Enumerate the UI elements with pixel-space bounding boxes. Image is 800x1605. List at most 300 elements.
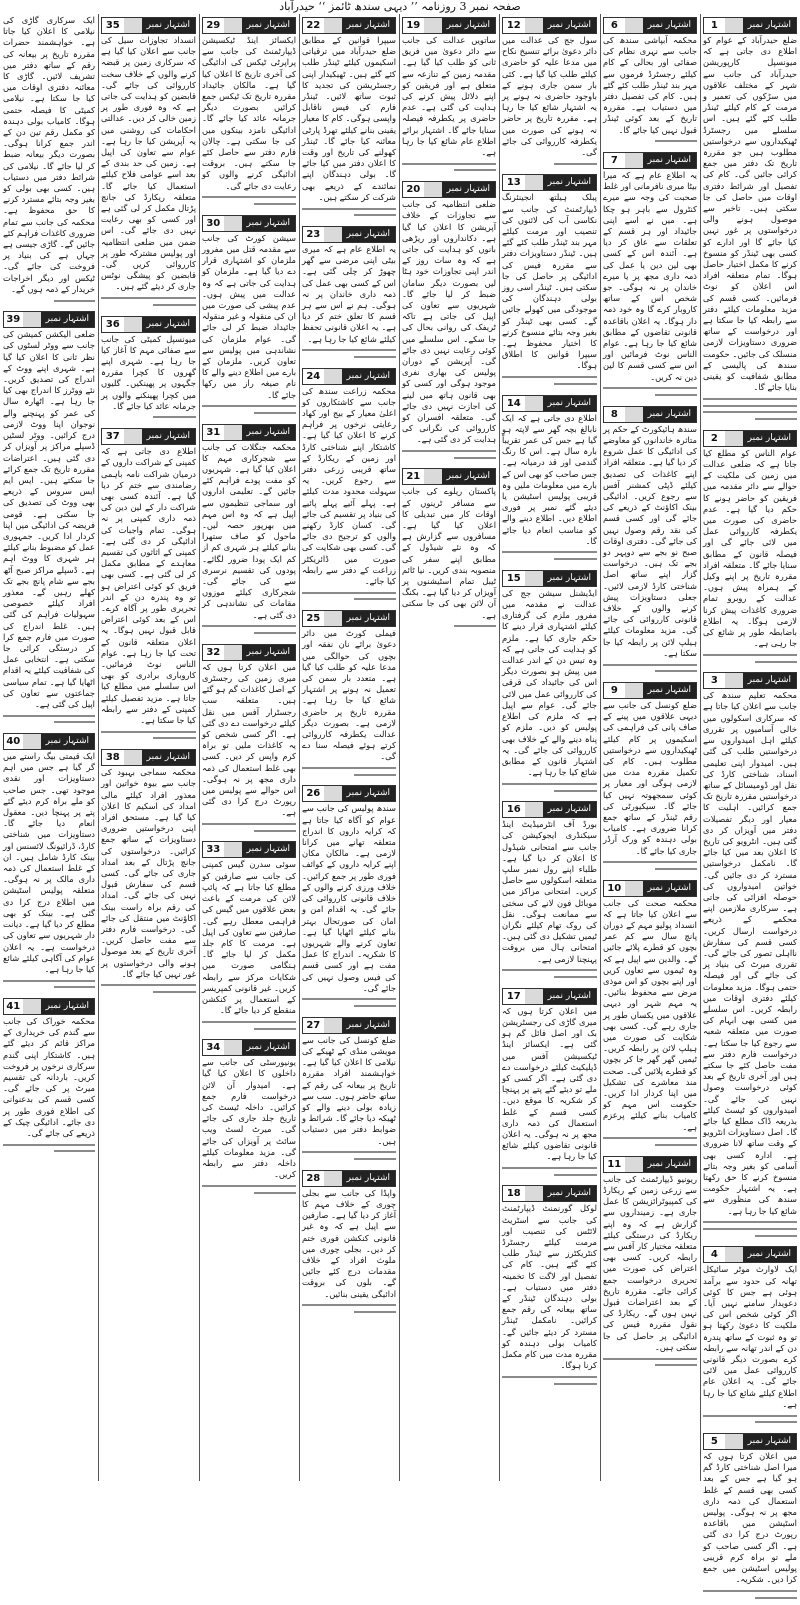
classified-ad <box>200 1036 298 1200</box>
chip-spacer <box>625 407 643 422</box>
column-5 <box>300 14 398 1481</box>
ad-body-continued <box>3 980 95 989</box>
classified-ad <box>1 308 97 730</box>
ad-number-chip <box>703 1433 797 1450</box>
classified-ad <box>99 425 198 746</box>
chip-spacer <box>324 1171 342 1186</box>
ad-number-chip <box>603 152 697 169</box>
chip-spacer <box>224 842 242 857</box>
ad-number: 27 <box>306 1019 321 1031</box>
ad-body: سیپرا قوانین کے مطابق ضلع حیدرآباد میں ترقیاتی اسکیموں کیلئے ٹینڈر طلب کئے گئے ہیں۔ ٹھیکیدار اپنی رجسٹریشن کی تجدید کا ثبوت ساتھ لائیں۔ ٹینڈر فارم کی فیس ناقابل واپسی ہوگی۔ کام کا معیار یقینی بنانے کیلئے تھرڈ پارٹی معائنہ کیا جائے گا۔ ٹینڈر کھولنے کی تاریخ اور وقت کا اعلان دفتر میں کیا جائے گا۔ بولی دہندگان اپنے نمائندے کے ذریعے بھی شرکت کر سکتے ہیں۔ <box>302 35 396 202</box>
chip-spacer <box>625 1157 643 1172</box>
ad-body: فیملی کورٹ میں دائر دعویٰ برائے نان نفقہ اور بچوں کی حوالگی میں مدعا علیہ کو طلب کیا گیا ہے۔ متعدد بار سمن کی تعمیل نہ ہونے پر اشتہار شائع کیا جا رہا ہے۔ مقررہ تاریخ پر حاضری لازمی ہے۔ بصورت دیگر عدالت یکطرفہ کارروائی کرتے ہوئے فیصلہ سنا دے گی۔ <box>302 628 396 762</box>
ad-body: پبلک ہیلتھ انجینئرنگ ڈیپارٹمنٹ کی جانب سے نکاسی آب کی لائنوں کی تنصیب اور مرمت کیلئے مہر بند ٹینڈر طلب کئے گئے ہیں۔ ٹینڈر دستاویزات دفتر سے مقررہ فیس کی ادائیگی پر حاصل کی جا سکتی ہیں۔ ٹینڈر اسی روز بولی دہندگان کی موجودگی میں کھولے جائیں گے۔ کسی بھی ٹینڈر کو بغیر وجہ بتائے منسوخ کرنے کا اختیار محفوظ ہے۔ سیپرا قوانین کا اطلاق ہوگا۔ <box>502 192 597 371</box>
ad-body-continued <box>302 767 396 776</box>
ad-number-chip <box>101 17 196 34</box>
text-line <box>354 598 396 600</box>
ad-body-continued <box>101 416 196 418</box>
chip-spacer <box>324 786 342 801</box>
ad-number-chip <box>3 733 95 750</box>
text-line <box>502 551 597 553</box>
ad-number-chip <box>502 174 597 191</box>
chip-spacer <box>324 611 342 626</box>
chip-spacer <box>525 175 543 190</box>
classified-ad <box>99 746 198 1000</box>
text-line <box>254 1028 296 1030</box>
text-line <box>402 450 496 452</box>
ad-number: 31 <box>206 426 221 438</box>
column-divider <box>700 14 701 1481</box>
ad-body: میں اعلان کرتا ہوں کہ میری زمین کی رجسٹری کے اصل کاغذات گم ہو گئے ہیں۔ متعلقہ سب رجسٹرار آفس میں نقل کیلئے درخواست دے دی گئی ہے۔ اگر کسی شخص کو یہ کاغذات ملیں تو براہ کرم واپس کر دیں۔ کسی بھی غلط استعمال کی ذمہ داری مجھ پر نہ ہوگی۔ اس حوالے سے پولیس میں رپورٹ درج کرا دی گئی ہے۔ <box>202 661 296 818</box>
text-line <box>502 1167 597 1169</box>
classified-ad <box>500 171 599 391</box>
ad-number-chip <box>703 1246 797 1263</box>
chip-spacer <box>224 425 242 440</box>
ad-number: 22 <box>306 20 321 31</box>
classified-ad <box>601 1153 699 1373</box>
ad-number: 3 <box>710 675 718 687</box>
ad-label: اشتہار نمبر <box>342 611 395 626</box>
classified-ad <box>500 567 599 798</box>
chip-spacer <box>725 1434 743 1449</box>
ad-label: اشتہار نمبر <box>543 396 596 411</box>
text-line <box>755 418 797 420</box>
classified-ad <box>300 14 398 223</box>
text-line <box>302 767 396 769</box>
chip-spacer <box>324 18 342 33</box>
column-divider <box>499 14 500 1481</box>
ad-number-chip <box>502 988 597 1005</box>
text-line <box>101 984 196 986</box>
ad-number: 15 <box>506 572 521 584</box>
text-line <box>755 1597 797 1599</box>
ad-number-chip <box>603 682 697 699</box>
ad-label: اشتہار نمبر <box>242 18 295 33</box>
ad-body-continued <box>703 654 797 663</box>
ad-body-continued <box>3 1144 95 1153</box>
text-line <box>554 1383 597 1385</box>
ad-body: محکمہ زراعت سندھ کی جانب سے کاشتکاروں کو اعلیٰ معیار کے بیج اور کھاد رعایتی نرخوں پر فراہم کرنے کا اعلان کیا گیا ہے۔ کاشتکار اپنے شناختی کارڈ اور زمین کے ریکارڈ کے ساتھ قریبی زرعی دفتر سے رجوع کریں۔ یہ سہولت محدود مدت کیلئے ہے۔ پہلے آئیے پہلے پائیے کی بنیاد پر تقسیم کی جائے گی۔ کسان کارڈ رکھنے والوں کو ترجیح دی جائے گی۔ کسی بھی شکایت کی صورت میں ڈائریکٹر زراعت کے دفتر سے رابطہ کیا جائے۔ <box>302 385 396 587</box>
chip-spacer <box>625 18 643 33</box>
ad-label: اشتہار نمبر <box>242 1040 295 1055</box>
classified-ad <box>300 782 398 1013</box>
chip-spacer <box>324 1018 342 1033</box>
ad-label: اشتہار نمبر <box>743 1434 796 1449</box>
ad-number: 30 <box>206 217 221 229</box>
text-line <box>554 1174 597 1176</box>
ad-number: 9 <box>610 684 618 696</box>
ad-number-chip <box>202 1039 296 1056</box>
text-line <box>202 196 296 198</box>
text-line <box>354 1005 396 1007</box>
ad-number-chip <box>703 430 797 447</box>
text-line <box>755 661 797 663</box>
classified-ad <box>601 877 699 1153</box>
ad-number: 37 <box>105 431 120 443</box>
ad-number: 2 <box>710 432 718 444</box>
ad-number: 29 <box>206 20 221 31</box>
column-divider <box>199 14 200 1481</box>
chip-spacer <box>525 396 543 411</box>
text-line <box>655 1144 697 1146</box>
chip-spacer <box>224 216 242 231</box>
text-line <box>454 457 496 459</box>
text-line <box>454 625 496 627</box>
ad-label: اشتہار نمبر <box>643 407 696 422</box>
ad-label: اشتہار نمبر <box>242 216 295 231</box>
text-line <box>254 1192 296 1194</box>
ad-number: 23 <box>306 228 321 240</box>
column-divider <box>299 14 300 1481</box>
classified-ad <box>701 427 799 670</box>
ad-body-continued <box>3 300 95 302</box>
ad-number: 26 <box>306 788 321 800</box>
text-line <box>202 405 296 407</box>
text-line <box>502 783 597 785</box>
classified-ad <box>500 1182 599 1391</box>
column-divider <box>600 14 601 1481</box>
chip-spacer <box>525 18 543 33</box>
ad-number-chip <box>101 316 196 333</box>
ad-body-continued <box>502 783 597 792</box>
ad-number-chip <box>101 749 196 766</box>
ad-number-chip <box>502 395 597 412</box>
ad-number: 10 <box>607 882 622 894</box>
text-line <box>3 980 95 982</box>
ad-number-chip <box>502 801 597 818</box>
ad-body: ایک قیمتی بیگ راستے میں گر گیا ہے جس میں اہم دستاویزات اور نقدی موجود تھی۔ جس صاحب کو ملے براہ کرم دیئے گئے پتے پر پہنچا دیں۔ معقول انعام دیا جائے گا۔ دستاویزات میں شناختی کارڈ، ڈرائیونگ لائسنس اور بینک کارڈ شامل ہیں۔ ان کے غلط استعمال کی ذمہ داری مالک پر نہ ہوگی۔ متعلقہ پولیس اسٹیشن میں اطلاع درج کرا دی گئی ہے۔ بینک کو بھی مطلع کر دیا گیا ہے۔ دیانت دار شہریوں سے تعاون کی درخواست ہے۔ یہ اعلان عوام کی آگاہی کیلئے شائع کیا جا رہا ہے۔ <box>3 751 95 974</box>
text-line <box>703 1221 797 1223</box>
ad-label: اشتہار نمبر <box>442 469 495 484</box>
ad-number: 4 <box>710 1249 718 1261</box>
ad-number: 35 <box>105 20 120 31</box>
chip-spacer <box>124 317 142 332</box>
ad-body: سندھ ہائیکورٹ کے حکم پر متاثرہ خاندانوں کو معاوضے کی ادائیگی کا عمل شروع کر دیا گیا ہے۔ متعلقہ افراد اپنے کاغذات کی تصدیق کیلئے ڈپٹی کمشنر آفس سے رجوع کریں۔ ادائیگی بینک اکاؤنٹ کے ذریعے کی جائے گی اور کسی قسم کی نقد رقم وصول نہیں کی جائے گی۔ دفتری اوقات صبح نو بجے سے دوپہر دو بجے تک ہیں۔ درخواست گزار اپنے ساتھ اصل شناختی کارڈ لازمی لائیں۔ جعلی دستاویزات پیش کرنے والوں کے خلاف قانونی کارروائی کی جائے گی۔ مزید معلومات کیلئے ہیلپ لائن پر رابطہ کیا جا سکتا ہے۔ <box>603 423 697 658</box>
classified-ad <box>701 669 799 1243</box>
classified-ad <box>300 1167 398 1320</box>
text-line <box>655 1364 697 1366</box>
text-line <box>703 1415 797 1417</box>
ad-label: اشتہار نمبر <box>142 429 195 444</box>
classified-ad <box>200 212 298 421</box>
text-line <box>603 1137 697 1139</box>
text-line <box>354 356 396 358</box>
column-8 <box>1 14 97 1481</box>
ad-body: محکمہ تعلیم سندھ کی جانب سے اعلان کیا جاتا ہے کہ سرکاری اسکولوں میں خالی آسامیوں پر تقرری کیلئے اہل امیدواروں سے درخواستیں طلب کی گئی ہیں۔ امیدوار اپنی تعلیمی اسناد، شناختی کارڈ کی نقل اور ڈومیسائل کے ساتھ درخواستیں مقررہ تاریخ تک جمع کرائیں۔ اہلیت کا معیار اور دیگر تفصیلات دفتر میں آویزاں کر دی گئی ہیں۔ انٹرویو کی تاریخ کا اعلان بعد میں کیا جائے گا۔ نامکمل درخواستیں مسترد کر دی جائیں گی۔ خواتین امیدواروں کی حوصلہ افزائی کی جاتی ہے۔ سرکاری ملازمین اپنے محکمے کے ذریعے درخواست ارسال کریں۔ کسی قسم کی سفارش نااہلی تصور کی جائے گی۔ تقرری میرٹ کی بنیاد پر کی جائے گی اور فیصلہ حتمی ہوگا۔ مزید معلومات کیلئے دفتری اوقات میں رابطہ کریں۔ اس سلسلے میں کسی بھی ابہام کی صورت میں متعلقہ شعبہ سے رجوع کیا جا سکتا ہے۔ درخواست فارم دفتر سے مفت حاصل کئے جا سکتے ہیں اور آخری تاریخ کے بعد کوئی درخواست وصول نہیں کی جائے گی۔ امیدواروں کو ٹیسٹ کیلئے بذریعہ ڈاک مطلع کیا جائے گا۔ اصل دستاویزات انٹرویو کے وقت ساتھ لانا ضروری ہے۔ ادارہ کسی بھی آسامی کو بغیر وجہ بتائے منسوخ کرنے کا حق رکھتا ہے۔ یہ اشتہار حکومت سندھ کی منظوری سے شائع کیا جا رہا ہے۔ <box>703 690 797 1216</box>
ad-body-continued <box>202 823 296 832</box>
ad-number-chip <box>302 1170 396 1187</box>
text-line <box>302 1304 396 1306</box>
ad-number: 7 <box>610 155 618 167</box>
ad-body: میں اعلان کرتا ہوں کہ میرا اصل شناختی کارڈ گم ہو گیا ہے جس کے بعد کسی بھی قسم کے غلط استعمال کی ذمہ داری مجھ پر نہ ہوگی۔ پولیس اسٹیشن میں باقاعدہ رپورٹ درج کرا دی گئی ہے۔ اگر کسی صاحب کو ملے تو براہ کرم قریبی پولیس اسٹیشن میں جمع کرا دیں۔ شکریہ۔ <box>703 1450 797 1585</box>
column-3 <box>500 14 599 1481</box>
text-line <box>655 394 697 396</box>
text-line <box>254 203 296 205</box>
text-line <box>54 1150 95 1152</box>
ad-label: اشتہار نمبر <box>643 153 696 168</box>
text-line <box>202 823 296 825</box>
ad-body: ایڈیشنل سیشن جج کی عدالت نے مقدمہ میں مفرور ملزم کی گرفتاری کیلئے اشتہاری قرار دینے کا حکم جاری کیا ہے۔ ملزم کو ہدایت کی جاتی ہے کہ وہ تیس دن کے اندر عدالت میں پیش ہو بصورت دیگر اس کی جائیداد کی قرقی کی کارروائی عمل میں لائی جائے گی۔ عوام سے اپیل ہے کہ ملزم کی اطلاع پولیس کو دیں۔ ملزم کو پناہ دینے والے کے خلاف بھی کارروائی کی جائے گی۔ یہ اشتہار قانون کے مطابق شائع کیا جا رہا ہے۔ <box>502 587 597 778</box>
ad-label: اشتہار نمبر <box>543 571 596 586</box>
ad-label: اشتہار نمبر <box>342 227 395 242</box>
ad-body: محکمہ سماجی بہبود کی جانب سے بیوہ خواتین اور معذور افراد کیلئے مالی امداد کی اسکیم کا اعلان کیا گیا ہے۔ مستحق افراد اپنی درخواستیں ضروری دستاویزات کے ساتھ جمع کرائیں۔ درخواستوں کی جانچ پڑتال کے بعد امداد جاری کی جائے گی۔ کسی قسم کی سفارش قبول نہیں کی جائے گی۔ امداد کی رقم براہ راست بینک اکاؤنٹ میں منتقل کی جائے گی۔ درخواست فارم دفتر سے مفت حاصل کریں۔ آخری تاریخ کے بعد موصول ہونے والی درخواستوں پر غور نہیں کیا جائے گا۔ <box>101 767 196 979</box>
ad-number: 5 <box>710 1435 718 1447</box>
text-line <box>502 376 597 378</box>
ad-body-continued <box>202 1185 296 1194</box>
ad-body: ضلع کونسل کی جانب سے مویشی منڈی کے ٹھیکے کی نیلامی کا اعلان کیا گیا ہے۔ خواہشمند افراد مقررہ تاریخ پر بیعانہ کی رقم کے ساتھ حاضر ہوں۔ سب سے زیادہ بولی دینے والے کو ٹھیکہ دیا جائے گا۔ شرائط و ضوابط دفتر میں دستیاب ہیں۔ <box>302 1034 396 1146</box>
ad-label: اشتہار نمبر <box>643 1157 696 1172</box>
text-line <box>54 300 95 302</box>
ad-number: 8 <box>610 408 618 420</box>
ad-number-chip <box>202 215 296 232</box>
ad-body: ساتویں عدالت کی جانب سے دائر دعویٰ میں فریق ثانی کو طلب کیا گیا ہے۔ مقدمہ زمین کے تنازعہ سے متعلق ہے اور فریقین کو اپنے دلائل پیش کرنے کی ہدایت کی گئی ہے۔ عدم حاضری پر یکطرفہ فیصلہ سنایا جائے گا۔ اشتہار برائے اطلاع عام شائع کیا جا رہا ہے۔ <box>402 35 496 158</box>
text-line <box>554 976 597 978</box>
text-line <box>703 1228 797 1230</box>
ad-number: 1 <box>710 20 718 31</box>
ad-body-continued <box>3 715 95 724</box>
ad-number-chip <box>3 998 95 1015</box>
chip-spacer <box>224 1040 242 1055</box>
text-line <box>153 737 196 739</box>
text-line <box>603 1358 697 1360</box>
text-line <box>54 721 95 723</box>
ad-number-chip <box>302 368 396 385</box>
ad-body: محکمہ خوراک کی جانب سے گندم کی خریداری کے مراکز قائم کر دیئے گئے ہیں۔ کاشتکار اپنی گندم سرکاری نرخوں پر فروخت کریں۔ باردانہ کی تقسیم میرٹ پر کی جائے گی۔ کسی قسم کی بدعنوانی کی اطلاع فوری طور پر دی جائے۔ ادائیگی چیک کے ذریعے کی جائے گی۔ <box>3 1015 95 1139</box>
ad-label: اشتہار نمبر <box>342 786 395 801</box>
ad-number-chip <box>202 424 296 441</box>
ad-number: 38 <box>105 752 120 764</box>
classified-ad <box>601 403 699 679</box>
ad-number-chip <box>202 17 296 34</box>
chip-spacer <box>23 734 41 749</box>
text-line <box>655 670 697 672</box>
ad-body: اطلاع دی جاتی ہے کہ کمپنی کے شراکت داروں کے درمیان شراکت نامہ باہمی رضامندی سے ختم کر دیا گیا ہے۔ آئندہ کسی بھی شراکت دار کے لین دین کی ذمہ داری کمپنی پر نہ ہوگی۔ تمام واجبات کی ادائیگی کر دی گئی ہے۔ کمپنی کے اثاثوں کی تقسیم معاہدے کے مطابق مکمل کر لی گئی ہے۔ کسی بھی فریق کو کوئی اعتراض ہو تو وہ پندرہ دن کے اندر تحریری طور پر آگاہ کرے۔ اس کے بعد کوئی اعتراض قابل قبول نہیں ہوگا۔ یہ اعلان متعلقہ قانون کے تحت کیا جا رہا ہے۔ عوام الناس نوٹ فرمائیں۔ کاروباری برادری کو بھی اس سلسلے میں مطلع کیا جاتا ہے۔ مزید تفصیل کیلئے کمپنی کے دفتر سے رابطہ کیا جا سکتا ہے۔ <box>101 446 196 726</box>
classified-ad <box>99 14 198 313</box>
ad-number-chip <box>402 17 496 34</box>
ad-body: اطلاع دی جاتی ہے کہ ایک نابالغ بچہ گھر سے لاپتہ ہو گیا ہے جس کی عمر تقریباً بارہ سال ہے۔ اس کا رنگ گندمی اور قد درمیانہ ہے۔ جس صاحب کو بھی اس کے بارے میں معلومات ملیں وہ قریبی پولیس اسٹیشن یا دیئے گئے نمبر پر فوری اطلاع دیں۔ اطلاع دینے والے کو مناسب انعام دیا جائے گا۔ <box>502 412 597 546</box>
chip-spacer <box>23 999 41 1014</box>
ad-number: 24 <box>306 370 321 382</box>
text-line <box>302 998 396 1000</box>
ad-body-continued <box>302 1151 396 1160</box>
ad-body-continued <box>202 405 296 414</box>
ad-body: انسداد تجاوزات سیل کی جانب سے اعلان کیا گیا ہے کہ سرکاری زمین پر قبضہ کرنے والوں کے خلاف سخت کارروائی کی جائے گی۔ قابضین کو ہدایت کی جاتی ہے کہ وہ فوری طور پر زمین خالی کر دیں۔ عدالتی احکامات کی روشنی میں یہ آپریشن کیا جا رہا ہے۔ عوام سے تعاون کی اپیل ہے۔ زمین کی حد بندی کے بعد اسے عوامی فلاح کیلئے استعمال کیا جائے گا۔ متعلقہ ریکارڈ کی جانچ پڑتال مکمل کر لی گئی ہے اور کسی کو بھی رعایت نہیں دی جائے گی۔ اس ضمن میں ضلعی انتظامیہ اور پولیس مشترکہ طور پر کارروائی کریں گی۔ قابضین کو پیشگی نوٹس جاری کر دیئے گئے ہیں۔ <box>101 35 196 292</box>
text-line <box>202 1185 296 1187</box>
ad-body: ضلعی الیکشن کمیشن کی جانب سے ووٹر لسٹوں کی نظر ثانی کا اعلان کیا گیا ہے۔ شہری اپنے ووٹ کے اندراج کی تصدیق کریں۔ نئے ووٹرز کا اندراج بھی کیا جا رہا ہے۔ اٹھارہ سال کی عمر کو پہنچنے والے نوجوان اپنا ووٹ لازمی درج کرائیں۔ ووٹر لسٹیں ڈسپلے مراکز پر آویزاں کر دی گئی ہیں۔ اعتراضات مقررہ تاریخ تک جمع کرائے جا سکتے ہیں۔ ایس ایم ایس سروس کے ذریعے بھی ووٹ کی تصدیق کی جا سکتی ہے۔ قومی فریضہ کی ادائیگی میں اپنا کردار ادا کریں۔ جمہوری عمل کو مضبوط بنانے کیلئے ہر شہری کا ووٹ اہم ہے۔ ڈسپلے مراکز صبح آٹھ بجے سے شام پانچ بجے تک کھلے رہیں گے۔ معذور افراد کیلئے خصوصی سہولیات فراہم کی گئی ہیں۔ غلط اندراج کی صورت میں فارم جمع کرا کر درستگی کرائی جا سکتی ہے۔ انتخابی عمل کی شفافیت کیلئے یہ اقدام اٹھایا گیا ہے۔ تمام سیاسی جماعتوں سے تعاون کی اپیل کی گئی ہے۔ <box>3 329 95 709</box>
ad-number: 41 <box>6 1000 21 1012</box>
ad-label: اشتہار نمبر <box>543 18 596 33</box>
ad-body-continued <box>302 1304 396 1313</box>
ad-number-chip <box>703 672 797 689</box>
ad-number: 36 <box>105 318 120 330</box>
ad-body-continued <box>502 969 597 978</box>
ad-number: 11 <box>607 1158 622 1170</box>
ad-body-continued <box>402 625 496 627</box>
column-7 <box>99 14 198 1481</box>
ad-label: اشتہار نمبر <box>142 317 195 332</box>
ad-body-continued <box>603 140 697 142</box>
ad-label: اشتہار نمبر <box>242 842 295 857</box>
ad-number-chip <box>502 1185 597 1202</box>
text-line <box>354 774 396 776</box>
text-line <box>153 991 196 993</box>
ad-number: 34 <box>206 1042 221 1054</box>
ad-label: اشتہار نمبر <box>142 750 195 765</box>
ad-body: محکمہ آبپاشی سندھ کی جانب سے نہری نظام کی صفائی اور بحالی کے کام کیلئے رجسٹرڈ فرموں سے مہر بند ٹینڈر طلب کئے گئے ہیں۔ کام کی تفصیل دفتر میں دستیاب ہے۔ مقررہ تاریخ کے بعد کوئی ٹینڈر قبول نہیں کیا جائے گا۔ <box>603 35 697 135</box>
ad-number: 6 <box>610 20 618 31</box>
text-line <box>402 163 496 165</box>
ad-number-chip <box>202 644 296 661</box>
ad-body-continued <box>603 387 697 396</box>
classified-ad <box>601 679 699 877</box>
classified-ad <box>601 149 699 403</box>
text-line <box>454 169 496 171</box>
ad-body: بورڈ آف انٹرمیڈیٹ اینڈ سیکنڈری ایجوکیشن کی جانب سے امتحانی شیڈول کا اعلان کر دیا گیا ہے۔ طلباء اپنے رول نمبر سلپ متعلقہ اسکولوں سے حاصل کریں۔ امتحانی مراکز میں موبائل فون لانے کی سختی سے ممانعت ہوگی۔ نقل کی روک تھام کیلئے نگران ٹیمیں تشکیل دی گئی ہیں۔ امتحانی ہال میں بروقت پہنچنا لازمی ہے۔ <box>502 819 597 964</box>
text-line <box>354 1158 396 1160</box>
text-line <box>703 654 797 656</box>
ad-number: 18 <box>506 1188 521 1200</box>
ad-body: پاکستان ریلوے کی جانب سے مسافر ٹرینوں کے اوقات کار میں تبدیلی کا اعلان کیا گیا ہے۔ مسافروں سے گزارش ہے کہ وہ نئے شیڈول کے مطابق اپنے سفر کی منصوبہ بندی کریں۔ نیا ٹائم ٹیبل تمام اسٹیشنوں پر آویزاں کر دیا گیا ہے۔ بکنگ آن لائن بھی کی جا سکتی ہے۔ <box>402 486 496 620</box>
ad-number: 32 <box>206 646 221 658</box>
ad-body: محکمہ جنگلات کی جانب سے شجرکاری مہم کا اعلان کیا گیا ہے۔ شہریوں کو مفت پودے فراہم کئے جائیں گے۔ تعلیمی اداروں اور سماجی تنظیموں سے اپیل ہے کہ وہ اس مہم میں بھرپور حصہ لیں۔ ماحول کو صاف ستھرا بنانے کیلئے ہر شہری کم از کم ایک پودا ضرور لگائے۔ پودوں کی تقسیم نرسری سے کی جائے گی۔ شجرکاری کیلئے موزوں مقامات کی نشاندہی کر دی گئی ہے۔ <box>202 441 296 620</box>
ad-number: 16 <box>506 804 521 816</box>
ad-number-chip <box>302 1017 396 1034</box>
ad-number: 25 <box>306 613 321 625</box>
ad-number-chip <box>101 428 196 445</box>
text-line <box>502 969 597 971</box>
ad-body: عوام الناس کو مطلع کیا جاتا ہے کہ ضلعی عدالت میں زمین کی ملکیت کے حوالے سے دائر مقدمہ میں فریقین کو حاضر ہونے کا حکم دیا گیا ہے۔ عدم حاضری کی صورت میں یکطرفہ کارروائی عمل میں لائی جائے گی اور فیصلہ قانون کے مطابق سنایا جائے گا۔ متعلقہ افراد مقررہ تاریخ پر اپنے وکیل کے ہمراہ پیش ہوں۔ عدالت کے روبرو تمام ضروری کاغذات پیش کرنا لازمی ہوگا۔ یہ اطلاع باضابطہ طور پر شائع کی جا رہی ہے۔ <box>703 447 797 649</box>
chip-spacer <box>625 881 643 896</box>
ad-number: 20 <box>406 184 421 196</box>
chip-spacer <box>124 18 142 33</box>
ad-body: ضلعی انتظامیہ کی جانب سے تجاوزات کے خلاف آپریشن کا اعلان کیا گیا ہے۔ دکانداروں اور ریڑھی بانوں کو ہدایت کی جاتی ہے کہ وہ سات روز کے اندر اپنی تجاوزات خود ہٹا لیں بصورت دیگر سامان ضبط کر لیا جائے گا۔ شہریوں سے تعاون کی اپیل کی جاتی ہے تاکہ ٹریفک کی روانی بحال کی جا سکے۔ اس سلسلے میں کوئی رعایت نہیں دی جائے گی۔ آپریشن کے دوران پولیس کی بھاری نفری موجود ہوگی اور کسی کو بھی قانون ہاتھ میں لینے کی اجازت نہیں دی جائے گی۔ متعلقہ افسران کو کارروائی کی نگرانی کی ہدایت کر دی گئی ہے۔ <box>402 199 496 445</box>
ad-body-continued <box>603 664 697 673</box>
ad-number-chip <box>603 406 697 423</box>
text-line <box>554 163 597 165</box>
ad-body-continued <box>302 998 396 1007</box>
ad-number-chip <box>202 841 296 858</box>
ad-body-continued <box>202 1021 296 1030</box>
ad-label: اشتہار نمبر <box>643 18 696 33</box>
ad-body-continued <box>101 984 196 993</box>
ad-body-continued <box>101 297 196 306</box>
ad-label: اشتہار نمبر <box>743 431 796 446</box>
ad-body: ریونیو ڈیپارٹمنٹ کی جانب سے زرعی زمین کے ریکارڈ کی کمپیوٹرائزیشن کا عمل جاری ہے۔ زمینداروں سے گزارش ہے کہ وہ اپنے ریکارڈ کی درستگی کیلئے متعلقہ مختیار کار آفس سے رابطہ کریں۔ کسی بھی اعتراض کی صورت میں تحریری درخواست جمع کرائی جائے۔ مقررہ تاریخ کے بعد اعتراضات قبول نہیں ہوں گے۔ ریکارڈ کی نقول مقررہ فیس کی ادائیگی پر حاصل کی جا سکتی ہیں۔ <box>603 1173 697 1352</box>
classified-ad <box>701 1430 799 1605</box>
ad-label: اشتہار نمبر <box>142 18 195 33</box>
column-2 <box>601 14 699 1481</box>
chip-spacer <box>525 1186 543 1201</box>
text-line <box>302 349 396 351</box>
classified-ad <box>500 985 599 1183</box>
ad-body-continued <box>202 625 296 634</box>
ad-body-continued <box>502 1167 597 1176</box>
ad-label: اشتہار نمبر <box>41 999 94 1014</box>
ad-label: اشتہار نمبر <box>342 369 395 384</box>
ad-label: اشتہار نمبر <box>342 1171 395 1186</box>
classified-columns <box>0 14 800 1585</box>
page-title: صفحہ نمبر 3 روزنامہ ’’ دیہی سندھ ٹائمز ‘‘ حیدرآباد <box>279 0 521 13</box>
column-divider <box>399 14 400 1481</box>
ad-number: 40 <box>6 736 21 748</box>
text-line <box>254 412 296 414</box>
ad-number: 12 <box>506 20 521 31</box>
ad-number-chip <box>603 17 697 34</box>
text-line <box>202 1021 296 1023</box>
text-line <box>703 398 797 400</box>
text-line <box>703 411 797 413</box>
chip-spacer <box>124 750 142 765</box>
chip-spacer <box>725 673 743 688</box>
ad-number-chip <box>402 181 496 198</box>
ad-body-continued <box>402 163 496 172</box>
ad-body: واپڈا کی جانب سے بجلی چوری کے خلاف مہم کا آغاز کر دیا گیا ہے۔ صارفین سے اپیل ہے کہ وہ غیر قانونی کنکشن فوری ختم کر دیں۔ بجلی چوری میں ملوث افراد کے خلاف مقدمات درج کئے جائیں گے۔ بلوں کی بروقت ادائیگی یقینی بنائیں۔ <box>302 1187 396 1299</box>
ad-body: ایک سرکاری گاڑی کی نیلامی کا اعلان کیا جاتا ہے۔ خواہشمند حضرات مقررہ تاریخ پر بیعانہ کی رقم کے ساتھ دفتر میں تشریف لائیں۔ گاڑی کا معائنہ دفتری اوقات میں کیا جا سکتا ہے۔ نیلامی کمیٹی کا فیصلہ حتمی ہوگا۔ کامیاب بولی دہندہ کو مکمل رقم تین دن کے اندر جمع کرانا ہوگی۔ بصورت دیگر بیعانہ ضبط کر لیا جائے گا۔ نیلامی کی شرائط دفتر میں دستیاب ہیں۔ کسی بھی بولی کو بغیر وجہ بتائے مسترد کرنے کا حق محفوظ ہے۔ محکمہ کی جانب سے تمام ضروری کاغذات فراہم کئے جائیں گے۔ گاڑی جیسی ہے جہاں ہے کی بنیاد پر فروخت کی جائے گی۔ ٹیکس اور دیگر اخراجات خریدار کے ذمہ ہوں گے۔ <box>3 15 95 294</box>
chip-spacer <box>324 369 342 384</box>
text-line <box>655 140 697 142</box>
ad-number-chip <box>603 880 697 897</box>
chip-spacer <box>525 802 543 817</box>
ad-number-chip <box>502 17 597 34</box>
ad-label: اشتہار نمبر <box>342 18 395 33</box>
chip-spacer <box>725 18 743 33</box>
ad-number: 39 <box>6 314 21 326</box>
text-line <box>202 625 296 627</box>
chip-spacer <box>525 989 543 1004</box>
ad-body-continued <box>502 1376 597 1385</box>
ad-body-continued <box>703 1590 797 1599</box>
ad-label: اشتہار نمبر <box>643 683 696 698</box>
text-line <box>3 1144 95 1146</box>
text-line <box>703 405 797 407</box>
ad-body: ایکسائز اینڈ ٹیکسیشن ڈیپارٹمنٹ کی جانب سے پراپرٹی ٹیکس کی ادائیگی کی آخری تاریخ کا اعلان کیا گیا ہے۔ مالکان جائیداد مقررہ تاریخ تک ٹیکس جمع کرائیں بصورت دیگر جرمانہ عائد کیا جائے گا۔ ادائیگی نامزد بینکوں میں کی جا سکتی ہے۔ چالان فارم دفتر سے حاصل کئے جا سکتے ہیں۔ بروقت ادائیگی کرنے والوں کو رعایت دی جائے گی۔ <box>202 35 296 191</box>
ad-body-continued <box>603 1137 697 1146</box>
ad-body: ضلع کونسل کی جانب سے دیہی علاقوں میں پینے کے صاف پانی کی فراہمی کی اسکیموں پر کام کیلئے ٹھیکیداروں سے درخواستیں مطلوب ہیں۔ کام کی تکمیل مقررہ مدت میں لازمی ہوگی اور معیار پر کوئی سمجھوتہ نہیں کیا جائے گا۔ سیکیورٹی کی رقم ٹینڈر کے ساتھ جمع کرانا ضروری ہے۔ کامیاب بولی دہندہ کو ورک آرڈر جاری کیا جائے گا۔ <box>603 699 697 856</box>
ad-body-continued <box>603 861 697 870</box>
classified-ad <box>701 14 799 427</box>
text-line <box>502 1376 597 1378</box>
text-line <box>554 383 597 385</box>
ad-body: سوئی سدرن گیس کمپنی کی جانب سے صارفین کو مطلع کیا جاتا ہے کہ پائپ لائن کی مرمت کے باعث بعض علاقوں میں گیس کی فراہمی معطل رہے گی۔ صارفین سے تعاون کی اپیل ہے۔ مرمت کا کام جلد مکمل کر لیا جائے گا۔ ہنگامی صورت میں شکایات مرکز سے رابطہ کریں۔ غیر قانونی کمپریسر کے استعمال پر کنکشن منقطع کر دیا جائے گا۔ <box>202 859 296 1016</box>
ad-body: سیشن کورٹ کی جانب سے مقدمہ قتل میں مفرور ملزمان کو اشتہاری قرار دے دیا گیا ہے۔ ملزمان کو ہدایت کی جاتی ہے کہ وہ عدالت میں پیش ہوں۔ عدم پیشی کی صورت میں ان کی منقولہ و غیر منقولہ جائیداد ضبط کر لی جائے گی۔ عوام ملزمان کی نشاندہی میں پولیس سے تعاون کریں۔ ملزمان کے بارے میں اطلاع دینے والے کا نام صیغہ راز میں رکھا جائے گا۔ <box>202 232 296 400</box>
text-line <box>254 632 296 634</box>
classified-ad <box>400 14 498 178</box>
text-line <box>153 304 196 306</box>
chip-spacer <box>625 153 643 168</box>
text-line <box>554 790 597 792</box>
text-line <box>354 1311 396 1313</box>
page-header <box>0 0 800 14</box>
text-line <box>302 208 396 210</box>
text-line <box>302 1151 396 1153</box>
column-1 <box>701 14 799 1585</box>
ad-number: 19 <box>406 20 421 31</box>
ad-body-continued <box>603 1358 697 1367</box>
chip-spacer <box>23 312 41 327</box>
classified-ad <box>300 1014 398 1167</box>
classified-ad <box>601 14 699 149</box>
ad-body: سندھ پولیس کی جانب سے عوام کو آگاہ کیا جاتا ہے کہ کرایہ داروں کا اندراج متعلقہ تھانے میں کرانا لازمی ہے۔ مالکان مکان اپنے کرایہ داروں کے کوائف فوری طور پر جمع کرائیں۔ خلاف ورزی کرنے والوں کے خلاف قانونی کارروائی کی جائے گی۔ یہ اقدام امن و امان کی صورتحال بہتر بنانے کیلئے اٹھایا گیا ہے۔ تعاون کرنے والے شہریوں کا شکریہ۔ اندراج کا عمل مفت ہے اور کسی قسم کی فیس وصول نہیں کی جائے گی۔ <box>302 803 396 993</box>
ad-body-continued <box>703 1415 797 1424</box>
ad-number-chip <box>302 785 396 802</box>
ad-number-chip <box>703 17 797 34</box>
chip-spacer <box>725 1247 743 1262</box>
classified-ad <box>99 313 198 426</box>
classified-ad <box>300 365 398 608</box>
chip-spacer <box>224 645 242 660</box>
ad-number-chip <box>502 570 597 587</box>
classified-ad <box>701 1243 799 1430</box>
